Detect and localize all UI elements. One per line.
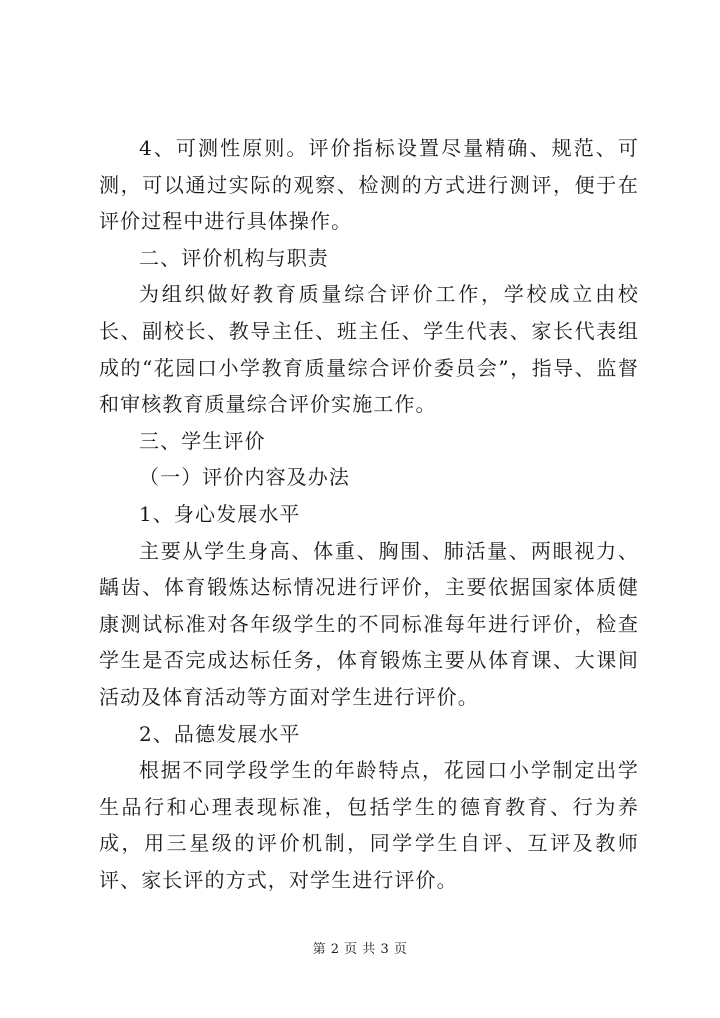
- paragraph-moral-evaluation: 根据不同学段学生的年龄特点，花园口小学制定出学生品行和心理表现标准，包括学生的德育教育、行为养成，用三星级的评价机制，同学学生自评、互评及教师评、家长评的方式，对学生进行评价。: [99, 758, 639, 892]
- paragraph-testability-principle: 4、可测性原则。评价指标设置尽量精确、规范、可测，可以通过实际的观察、检测的方式进行测评，便于在评价过程中进行具体操作。: [99, 136, 639, 234]
- paragraph-evaluation-committee: 为组织做好教育质量综合评价工作，学校成立由校长、副校长、教导主任、班主任、学生代表、家长代表组成的“花园口小学教育质量综合评价委员会”，指导、监督和审核教育质量综合评价实施工作。: [99, 282, 639, 417]
- heading-evaluation-content-methods: （一）评价内容及办法: [139, 465, 350, 490]
- heading-moral-development: 2、品德发展水平: [139, 721, 301, 746]
- heading-evaluation-organization: 二、评价机构与职责: [139, 245, 329, 270]
- heading-student-evaluation: 三、学生评价: [139, 428, 266, 453]
- page-number-footer: 第 2 页 共 3 页: [312, 942, 408, 957]
- heading-physical-mental-development: 1、身心发展水平: [139, 501, 301, 526]
- paragraph-physical-evaluation: 主要从学生身高、体重、胸围、肺活量、两眼视力、龋齿、体育锻炼达标情况进行评价，主要依据国家体质健康测试标准对各年级学生的不同标准每年进行评价，检查学生是否完成达标任务，体育锻炼主要从体育课、大课间活动及体育活动等方面对学生进行评价。: [99, 538, 639, 709]
- document-body: [99, 130, 639, 898]
